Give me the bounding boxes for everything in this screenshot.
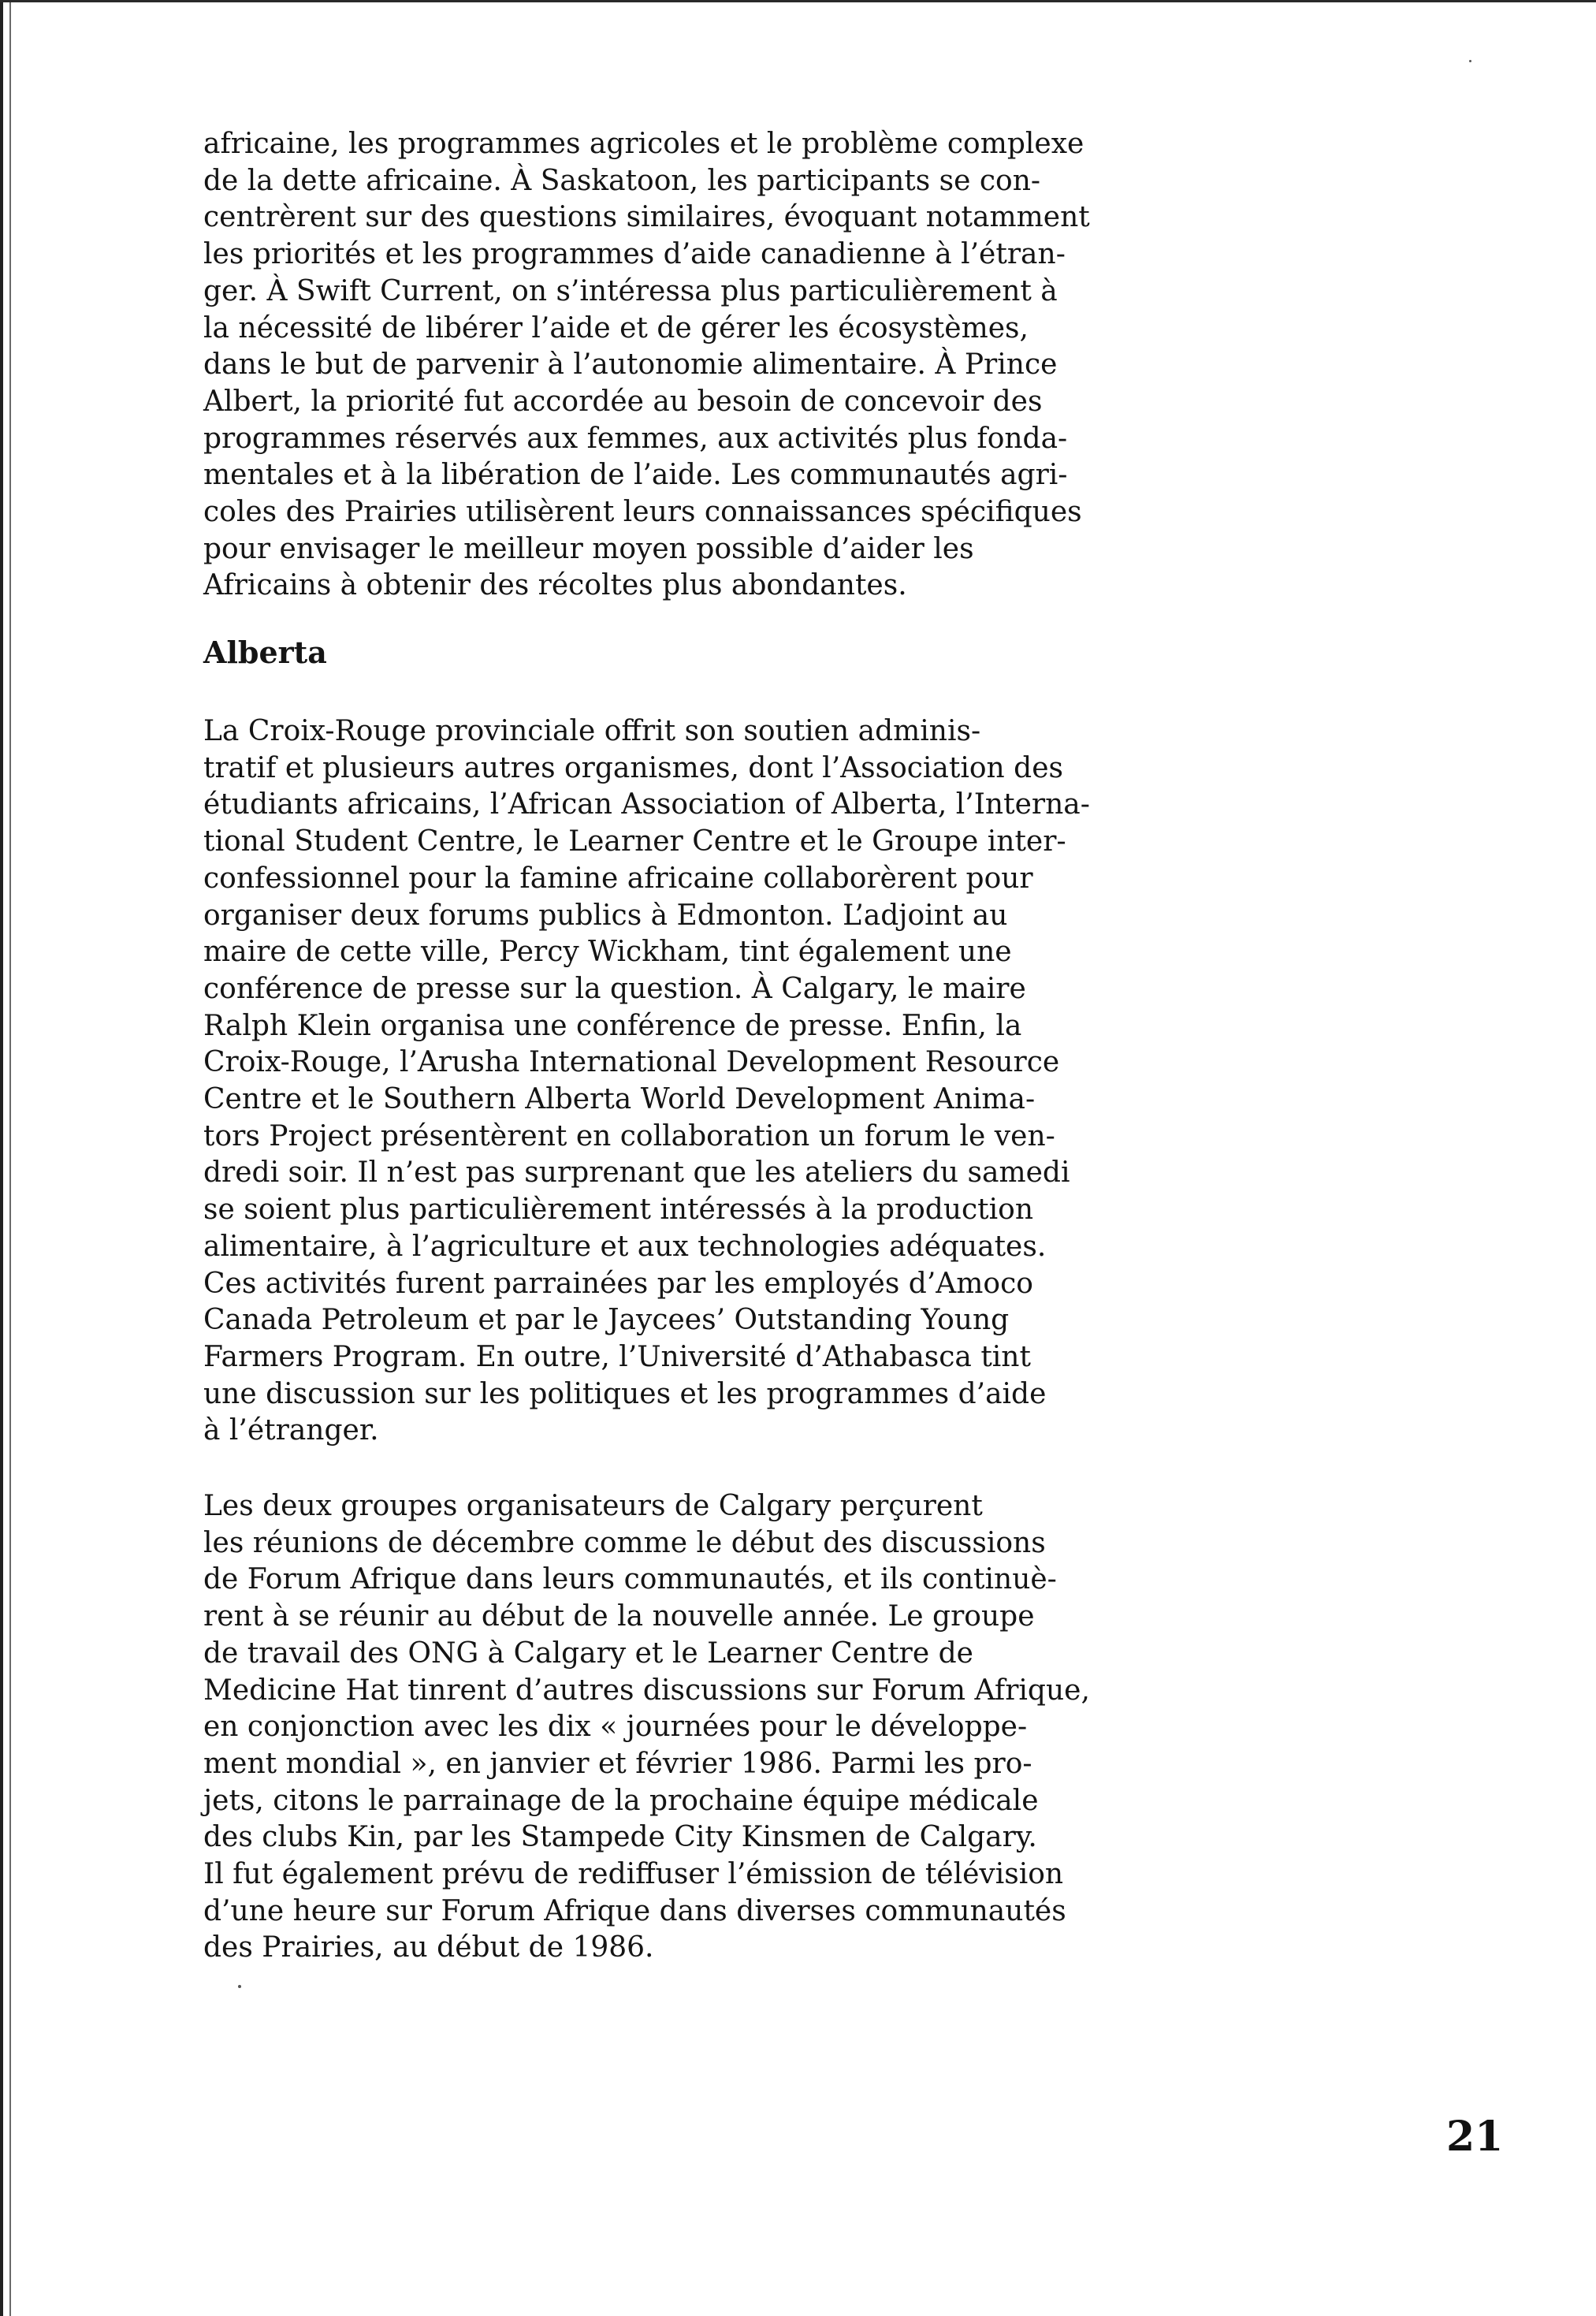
page-number: 21 (1446, 2113, 1504, 2161)
scan-border-left (0, 0, 3, 2316)
section-heading-alberta: Alberta (203, 635, 327, 670)
scan-border-left-inner (9, 0, 11, 2316)
scan-border-top (0, 0, 1596, 2)
paragraph-calgary-followup: Les deux groupes organisateurs de Calgary perçurent les réunions de décembre comme le début des discussions de Forum Afrique dans leurs communautés, et ils continuè- rent à se réunir au début de la nouvelle année. Le groupe de travail des ONG à Calgary et le Learner Centre de Medicine Hat tinrent d’autres discussions sur Forum Afrique, en conjonction avec les dix « journées pour le développe- ment mondial », en janvier et février 1986. Parmi les pro- jets, citons le parrainage de la prochaine équipe médicale des clubs Kin, par les Stampede City Kinsmen de Calgary. Il fut également prévu de rediffuser l’émission de télévision d’une heure sur Forum Afrique dans diverses communautés des Prairies, au début de 1986. (203, 1490, 1090, 1964)
paragraph-alberta-forums: La Croix-Rouge provinciale offrit son soutien adminis- tratif et plusieurs autres organismes, dont l’Association des étudiants africains, l’African Association of Alberta, l’Interna- tional Student Centre, le Learner Centre et le Groupe inter- confessionnel pour la famine africaine collaborèrent pour organiser deux forums publics à Edmonton. L’adjoint au maire de cette ville, Percy Wickham, tint également une conférence de presse sur la question. À Calgary, le maire Ralph Klein organisa une conférence de presse. Enfin, la Croix-Rouge, l’Arusha International Development Resource Centre et le Southern Alberta World Development Anima- tors Project présentèrent en collaboration un forum le ven- dredi soir. Il n’est pas surprenant que les ateliers du samedi se soient plus particulièrement intéressés à la production alimentaire, à l’agriculture et aux technologies adéquates. Ces activités furent parrainées par les employés d’Amoco Canada Petroleum et par le Jaycees’ Outstanding Young Farmers Program. En outre, l’Université d’Athabasca tint une discussion sur les politiques et les programmes d’aide à l’étranger. (203, 715, 1090, 1447)
paragraph-prairies-summary: africaine, les programmes agricoles et le problème complexe de la dette africaine. À Saskatoon, les participants se con- centrèrent sur des questions similaires, évoquant notamment les priorités et les programmes d’aide canadienne à l’étran- ger. À Swift Current, on s’intéressa plus particulièrement à la nécessité de libérer l’aide et de gérer les écosystèmes, dans le but de parvenir à l’autonomie alimentaire. À Prince Albert, la priorité fut accordée au besoin de concevoir des programmes réservés aux femmes, aux activités plus fonda- mentales et à la libération de l’aide. Les communautés agri- coles des Prairies utilisèrent leurs connaissances spécifiques pour envisager le meilleur moyen possible d’aider les Africains à obtenir des récoltes plus abondantes. (203, 128, 1090, 602)
scan-speck (238, 1985, 241, 1988)
scan-speck (1469, 60, 1471, 62)
